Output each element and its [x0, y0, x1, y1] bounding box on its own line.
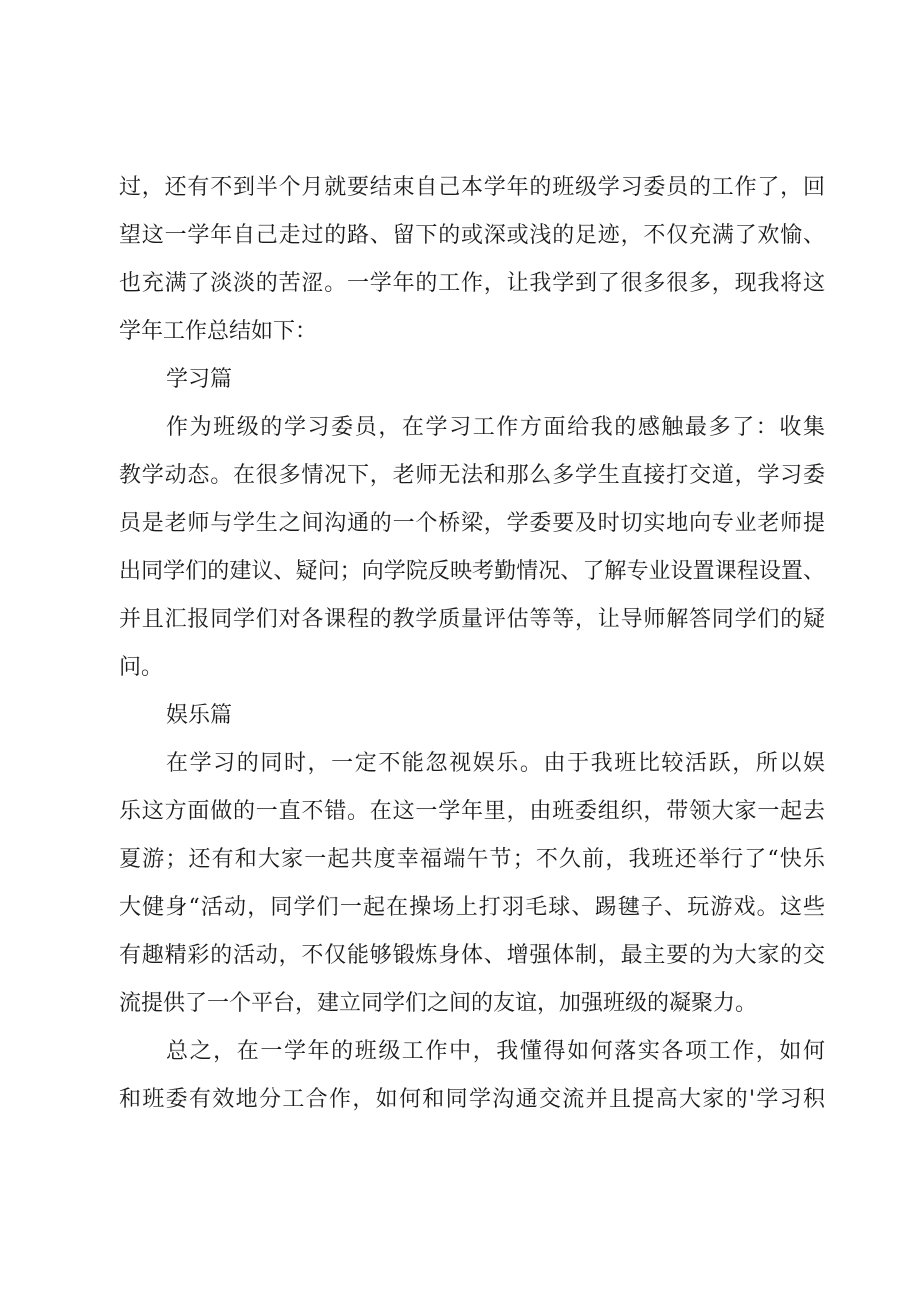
text-line: 员是老师与学生之间沟通的一个桥梁，学委要及时切实地向专业老师提 — [119, 511, 825, 536]
text-line: 和班委有效地分工合作，如何和同学沟通交流并且提高大家的'学习积 — [119, 1087, 825, 1112]
text-line: 在学习的同时，一定不能忽视娱乐。由于我班比较活跃，所以娱 — [166, 751, 825, 776]
entertainment-paragraph — [119, 740, 825, 1028]
text-line: 总之，在一学年的班级工作中，我懂得如何落实各项工作，如何 — [166, 1039, 825, 1064]
text-line: 大健身“活动，同学们一起在操场上打羽毛球、踢毽子、玩游戏。这些 — [119, 895, 825, 920]
text-line: 学年工作总结如下： — [119, 319, 318, 344]
text-line: 有趣精彩的活动，不仅能够锻炼身体、增强体制，最主要的为大家的交 — [119, 943, 825, 968]
text-line: 教学动态。在很多情况下，老师无法和那么多学生直接打交道，学习委 — [119, 463, 825, 488]
text-line: 出同学们的建议、疑问；向学院反映考勤情况、了解专业设置课程设置、 — [119, 559, 825, 584]
section-heading-study: 学习篇 — [166, 367, 233, 392]
intro-paragraph — [119, 164, 825, 356]
text-line: 问。 — [119, 655, 164, 680]
text-line: 作为班级的学习委员，在学习工作方面给我的感触最多了：收集 — [166, 415, 825, 440]
text-line: 流提供了一个平台，建立同学们之间的友谊，加强班级的凝聚力。 — [119, 991, 758, 1016]
document-body — [119, 164, 825, 1124]
summary-paragraph — [119, 1028, 825, 1124]
text-line: 并且汇报同学们对各课程的教学质量评估等等，让导师解答同学们的疑 — [119, 607, 825, 632]
text-line: 夏游；还有和大家一起共度幸福端午节；不久前，我班还举行了“快乐 — [119, 847, 825, 872]
text-line: 也充满了淡淡的苦涩。一学年的工作，让我学到了很多很多，现我将这 — [119, 271, 825, 296]
text-line: 望这一学年自己走过的路、留下的或深或浅的足迹，不仅充满了欢愉、 — [119, 223, 825, 248]
study-paragraph — [119, 404, 825, 692]
text-line: 乐这方面做的一直不错。在这一学年里，由班委组织，带领大家一起去 — [119, 799, 825, 824]
text-line: 过，还有不到半个月就要结束自己本学年的班级学习委员的工作了，回 — [119, 175, 825, 200]
section-heading-entertainment: 娱乐篇 — [166, 703, 233, 728]
